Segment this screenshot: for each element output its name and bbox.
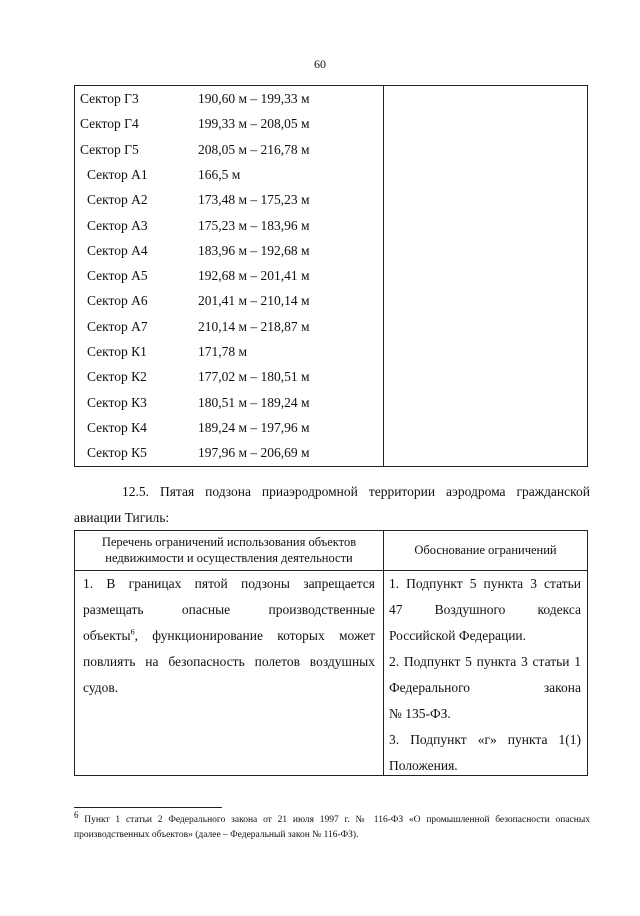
sector-row xyxy=(75,417,383,439)
sector-row xyxy=(75,215,383,237)
header-justification: Обоснование ограничений xyxy=(414,543,557,557)
sector-row xyxy=(75,392,383,414)
sector-name: Сектор А2 xyxy=(87,192,148,208)
sector-name: Сектор К5 xyxy=(87,445,147,461)
restriction-line: судов. xyxy=(83,680,119,695)
sector-row xyxy=(75,290,383,312)
sector-range: 175,23 м – 183,96 м xyxy=(198,217,310,233)
sector-row xyxy=(75,442,383,464)
restriction-line: 1. В границах пятой подзоны запрещается xyxy=(83,576,375,591)
justification-line: Федерального закона xyxy=(389,680,581,695)
justification-line: № 135-ФЗ. xyxy=(389,706,451,721)
restriction-text: , функционирование которых может xyxy=(134,628,375,643)
restriction-line: повлиять на безопасность полетов воздушных xyxy=(83,654,375,669)
footnote-mark: 6 xyxy=(74,809,79,820)
sector-name: Сектор К2 xyxy=(87,369,147,385)
justification-line: Положения. xyxy=(389,758,458,773)
restriction-line-with-note xyxy=(83,623,375,649)
sector-range: 199,33 м – 208,05 м xyxy=(198,116,310,132)
sector-name: Сектор А4 xyxy=(87,242,148,258)
sector-name: Сектор Г5 xyxy=(80,141,139,157)
section-heading xyxy=(74,479,590,531)
sector-range: 183,96 м – 192,68 м xyxy=(198,242,310,258)
sector-range: 197,96 м – 206,69 м xyxy=(198,445,310,461)
sector-row xyxy=(75,113,383,135)
sector-range: 171,78 м xyxy=(198,344,248,359)
sector-range: 210,14 м – 218,87 м xyxy=(198,318,310,334)
section-heading-line2: авиации Тигиль: xyxy=(74,510,170,525)
sector-row xyxy=(75,139,383,161)
sector-range: 190,60 м – 199,33 м xyxy=(198,91,310,106)
sector-row xyxy=(75,164,383,186)
sector-range: 173,48 м – 175,23 м xyxy=(198,192,310,208)
justification-line: 1. Подпункт 5 пункта 3 статьи xyxy=(389,576,581,591)
header-restrictions-line1: Перечень ограничений использования объектов xyxy=(101,535,357,549)
sector-name: Сектор К4 xyxy=(87,419,147,435)
sector-name: Сектор А6 xyxy=(87,293,148,309)
sector-name: Сектор К3 xyxy=(87,394,147,410)
sector-row xyxy=(75,341,383,363)
sector-table xyxy=(74,85,588,467)
sector-range: 192,68 м – 201,41 м xyxy=(198,268,310,284)
justification-cell xyxy=(389,571,581,779)
column-divider xyxy=(383,531,384,775)
sector-row xyxy=(75,189,383,211)
sector-range: 189,24 м – 197,96 м xyxy=(198,419,310,435)
sector-row xyxy=(75,316,383,338)
sector-name: Сектор Г4 xyxy=(80,116,139,132)
page-number: 60 xyxy=(314,57,326,71)
sector-range: 201,41 м – 210,14 м xyxy=(198,293,310,309)
sector-range: 180,51 м – 189,24 м xyxy=(198,394,310,410)
sector-name: Сектор Г3 xyxy=(80,91,139,106)
sector-name: Сектор А1 xyxy=(87,166,148,182)
table-divider xyxy=(383,86,384,466)
sector-range: 208,05 м – 216,78 м xyxy=(198,141,310,157)
sector-row xyxy=(75,240,383,262)
header-restrictions xyxy=(75,534,383,566)
restrictions-table xyxy=(74,530,588,776)
justification-line: 2. Подпункт 5 пункта 3 статьи 1 xyxy=(389,654,581,669)
restriction-text: объекты xyxy=(83,628,131,643)
sector-range: 166,5 м xyxy=(198,166,241,182)
restrictions-cell xyxy=(83,571,375,701)
sector-name: Сектор А5 xyxy=(87,268,148,284)
sector-range: 177,02 м – 180,51 м xyxy=(198,369,310,385)
footnote-ref: 6 xyxy=(130,627,135,637)
footnote-separator xyxy=(74,807,222,808)
footnote-text: Пункт 1 статьи 2 Федерального закона от 21 июля 1997 г. № 116-ФЗ «О промышленной безопасности опасных xyxy=(84,815,590,825)
header-restrictions-line2: недвижимости и осуществления деятельности xyxy=(105,551,353,565)
footnote-line1 xyxy=(74,809,590,828)
restriction-line: размещать опасные производственные xyxy=(83,602,375,617)
sector-name: Сектор А3 xyxy=(87,217,148,233)
sector-row xyxy=(75,265,383,287)
section-heading-line1: 12.5. Пятая подзона приаэродромной территории аэродрома гражданской xyxy=(122,484,590,499)
sector-row xyxy=(75,88,383,110)
justification-line: 47 Воздушного кодекса xyxy=(389,602,581,617)
sector-name: Сектор А7 xyxy=(87,318,148,334)
footnote xyxy=(74,809,590,843)
footnote-line2: производственных объектов» (далее – Федеральный закон № 116-ФЗ). xyxy=(74,830,359,840)
sector-name: Сектор К1 xyxy=(87,344,147,359)
sector-row xyxy=(75,366,383,388)
justification-line: Российской Федерации. xyxy=(389,628,527,643)
justification-line: 3. Подпункт «г» пункта 1(1) xyxy=(389,732,581,747)
